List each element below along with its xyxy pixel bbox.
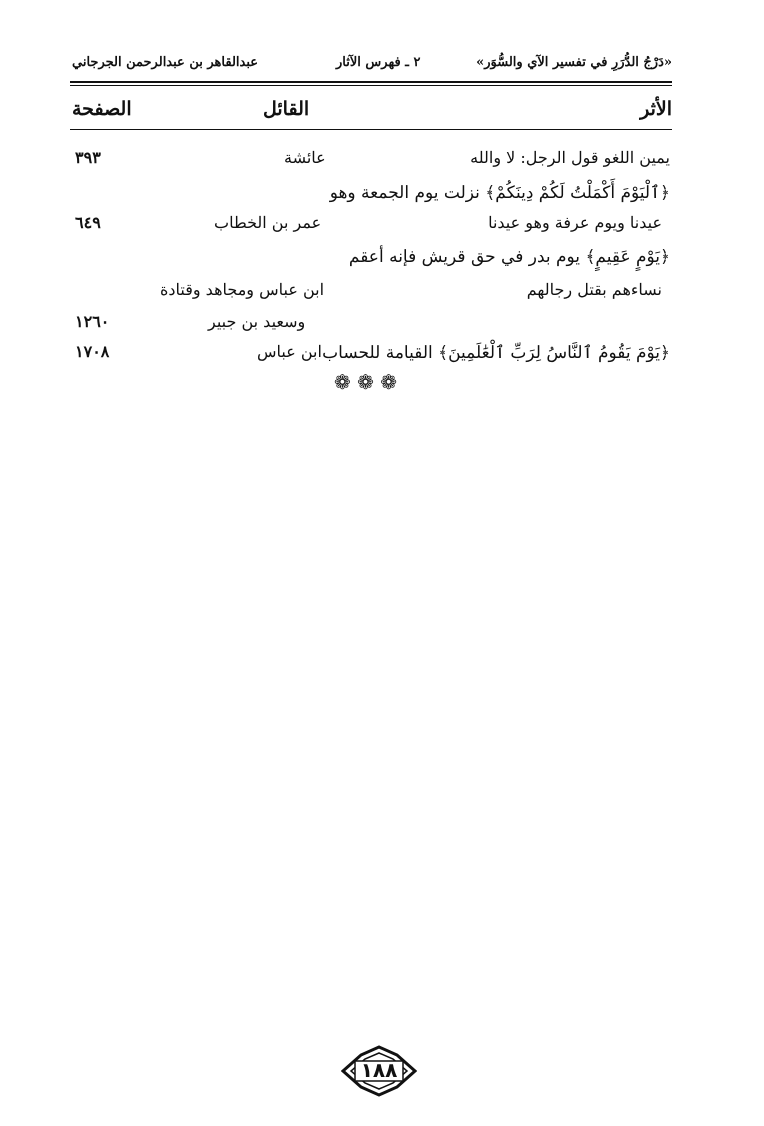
section-title: ٢ ـ فهرس الآثار: [336, 55, 421, 70]
page-ref: ١٧٠٨: [75, 342, 110, 361]
page-ref: ٣٩٣: [75, 148, 101, 167]
athar-line: ﴿يَوْمٍ عَقِيمٍ﴾ يوم بدر في حق قريش فإنه أعقم: [348, 247, 670, 267]
athar-line: عيدنا ويوم عرفة وهو عيدنا: [488, 213, 662, 232]
qail-name: ابن عباس: [257, 342, 322, 361]
page-number: ١٨٨: [360, 1058, 398, 1082]
athar-line: ﴿ٱلْيَوْمَ أَكْمَلْتُ لَكُمْ دِينَكُمْ﴾ نزلت يوم الجمعة وهو: [329, 183, 670, 203]
page-ref: ٦٤٩: [75, 213, 101, 232]
athar-line: يمين اللغو قول الرجل: لا والله: [470, 148, 670, 167]
column-rule: [70, 129, 672, 130]
column-qail: القائل: [263, 98, 310, 120]
page-ref: ١٢٦٠: [75, 312, 110, 331]
ornament-stars: ❁ ❁ ❁: [334, 370, 397, 394]
qail-name: عائشة: [284, 148, 326, 167]
athar-line: ﴿يَوْمَ يَقُومُ ٱلنَّاسُ لِرَبِّ ٱلْعَٰلَمِينَ﴾ القيامة للحساب: [322, 343, 670, 363]
qail-name: ابن عباس ومجاهد وقتادة: [160, 280, 325, 299]
qail-name: عمر بن الخطاب: [214, 213, 322, 232]
book-title: «دَرْجُ الدُّرَرِ في تفسير الآي والسُّوَر»: [476, 55, 672, 70]
column-athar: الأثر: [640, 98, 672, 120]
column-page: الصفحة: [72, 98, 132, 120]
qail-name: وسعيد بن جبير: [208, 312, 306, 331]
author-name: عبدالقاهر بن عبدالرحمن الجرجاني: [72, 55, 259, 70]
page-number-frame: [341, 1045, 417, 1097]
athar-line: نساءهم بقتل رجالهم: [526, 280, 662, 299]
header-rule-top: [70, 81, 672, 83]
header-rule-bottom: [70, 85, 672, 86]
